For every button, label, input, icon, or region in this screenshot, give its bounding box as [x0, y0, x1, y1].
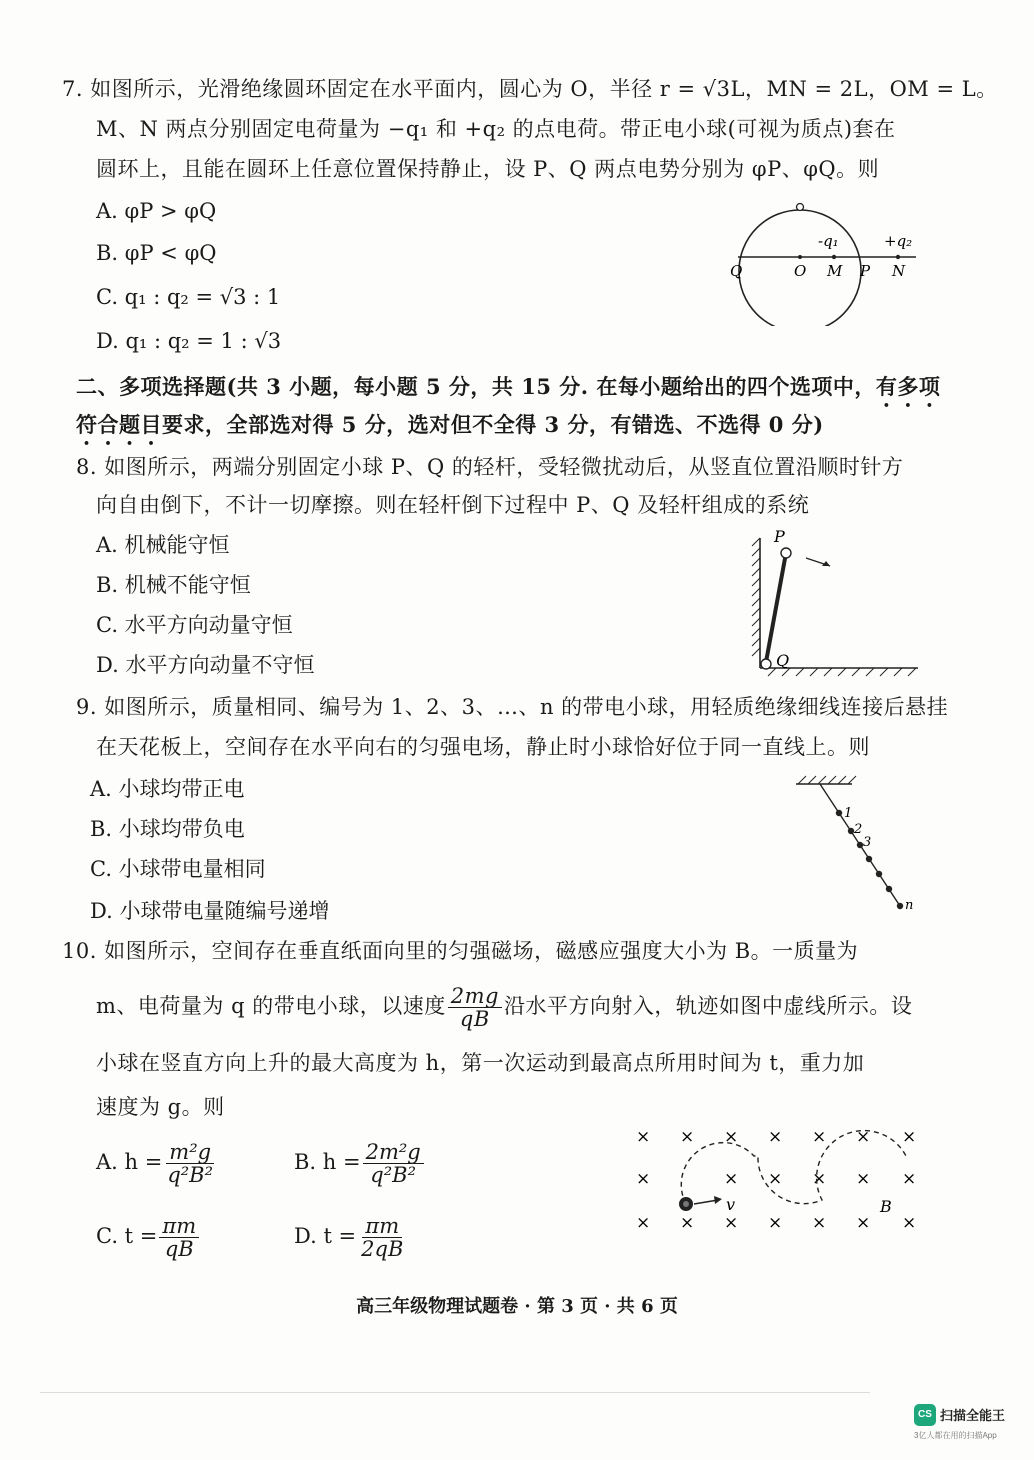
- label-n: n: [905, 898, 914, 913]
- ball-6: [886, 886, 892, 892]
- q9-option-a: A. 小球均带正电: [90, 777, 245, 801]
- label-o: O: [794, 262, 807, 280]
- label-m: M: [827, 262, 843, 280]
- field-cross: ×: [680, 1213, 695, 1233]
- field-cross: ×: [768, 1169, 783, 1189]
- q9-option-b: B. 小球均带负电: [90, 817, 245, 841]
- field-crosses: [636, 1127, 916, 1233]
- floor-hatch: [768, 668, 916, 676]
- field-cross: ×: [812, 1213, 827, 1233]
- footer-divider: [40, 1392, 870, 1393]
- q8-option-b: B. 机械不能守恒: [96, 573, 251, 597]
- field-cross: ×: [902, 1169, 917, 1189]
- q10-option-b-label: B. h =: [294, 1150, 361, 1174]
- q8-rod-figure: [748, 528, 928, 678]
- wall-hatch: [752, 538, 760, 656]
- point-o: [798, 255, 802, 259]
- field-cross: ×: [812, 1127, 827, 1147]
- scanner-watermark: [914, 1404, 1026, 1444]
- q10-option-d: [294, 1208, 408, 1264]
- field-cross: ×: [812, 1169, 827, 1189]
- field-cross: ×: [902, 1127, 917, 1147]
- section2-heading-line-1: [76, 372, 940, 412]
- label-minus-q1: -q₁: [818, 232, 839, 250]
- section2-heading-line-2: [76, 410, 824, 450]
- field-cross: ×: [902, 1213, 917, 1233]
- label-plus-q2: +q₂: [884, 232, 913, 250]
- ball-4: [866, 856, 872, 862]
- scanner-logo-icon: CS: [914, 1404, 936, 1426]
- label-p: P: [860, 262, 871, 280]
- point-m: [832, 255, 836, 259]
- q10-option-c: [96, 1208, 201, 1264]
- field-cross: ×: [724, 1213, 739, 1233]
- q7-option-c: C. q₁ : q₂ = √3 : 1: [96, 285, 281, 309]
- option-a-denominator: q²B²: [167, 1163, 214, 1187]
- q10-option-c-fraction: [159, 1215, 199, 1260]
- field-cross: ×: [636, 1127, 651, 1147]
- label-3: 3: [863, 835, 872, 850]
- q7-stem-line-1: 7. 如图所示，光滑绝缘圆环固定在水平面内，圆心为 O，半径 r = √3L，MN = 2L，OM = L。: [62, 77, 998, 101]
- field-cross: ×: [636, 1213, 651, 1233]
- light-rod: [766, 553, 786, 662]
- scanner-app-name: 扫描全能王: [940, 1408, 1006, 1423]
- field-cross: ×: [856, 1169, 871, 1189]
- field-cross: ×: [856, 1213, 871, 1233]
- q10-stem-line-2a: m、电荷量为 q 的带电小球，以速度: [96, 994, 446, 1018]
- q8-option-d: D. 水平方向动量不守恒: [96, 653, 315, 677]
- option-b-denominator: q²B²: [370, 1163, 417, 1187]
- q7-option-b: B. φP < φQ: [96, 241, 217, 265]
- section2-heading-text-1a: 二、多项选择题(共 3 小题，每小题 5 分，共 15 分. 在每小题给出的四个选项中，: [76, 374, 876, 399]
- ceiling-hatch: [798, 776, 856, 784]
- option-c-numerator: πm: [159, 1215, 199, 1238]
- q10-velocity-fraction: [448, 985, 502, 1030]
- option-d-denominator: 2qB: [361, 1237, 404, 1261]
- small-ball: [797, 204, 804, 211]
- scanner-tagline: 3亿人都在用的扫描App: [914, 1431, 997, 1440]
- q10-stem-line-2: [96, 980, 912, 1032]
- q10-option-a: [96, 1134, 218, 1190]
- q10-option-a-label: A. h =: [96, 1150, 163, 1174]
- section2-heading-text-2b: 要求，全部选对得 5 分，选对但不全得 3 分，有错选、不选得 0 分): [162, 412, 824, 437]
- q9-option-c: C. 小球带电量相同: [90, 857, 266, 881]
- q10-option-d-fraction: [358, 1215, 406, 1260]
- section2-heading-emph-1: 有多项: [875, 374, 941, 399]
- label-v: v: [726, 1195, 736, 1214]
- q7-option-d: D. q₁ : q₂ = 1 : √3: [96, 329, 282, 353]
- q10-option-d-label: D. t =: [294, 1224, 357, 1248]
- q8-stem-line-1: 8. 如图所示，两端分别固定小球 P、Q 的轻杆，受轻微扰动后，从竖直位置沿顺时针方: [76, 455, 904, 479]
- option-d-numerator: πm: [362, 1215, 402, 1238]
- q9-balls-figure: [790, 770, 930, 916]
- field-cross: ×: [768, 1127, 783, 1147]
- q10-stem-line-4: 速度为 g。则: [96, 1095, 225, 1119]
- q10-option-b: [294, 1134, 426, 1190]
- velocity-arrowhead: [714, 1196, 722, 1204]
- point-n: [896, 255, 900, 259]
- field-cross: ×: [680, 1127, 695, 1147]
- trajectory-dashed: [681, 1131, 906, 1204]
- page-footer: 高三年级物理试题卷 · 第 3 页 · 共 6 页: [356, 1296, 678, 1317]
- q7-stem-line-3: 圆环上，且能在圆环上任意位置保持静止，设 P、Q 两点电势分别为 φP、φQ。则: [96, 157, 880, 181]
- field-cross: ×: [636, 1169, 651, 1189]
- q7-stem-line-2: M、N 两点分别固定电荷量为 −q₁ 和 +q₂ 的点电荷。带正电小球(可视为质点)套在: [96, 117, 896, 141]
- field-cross: ×: [724, 1169, 739, 1189]
- label-2: 2: [854, 822, 863, 837]
- velocity-arrow: [694, 1200, 718, 1204]
- label-b: B: [880, 1197, 892, 1216]
- q7-ring-figure: [720, 196, 930, 326]
- q10-magnetic-field-figure: [622, 1120, 932, 1246]
- section2-heading-emph-2: 符合题目: [76, 412, 162, 437]
- label-1: 1: [844, 806, 853, 821]
- q10-option-a-fraction: [164, 1141, 216, 1186]
- q10-option-b-fraction: [363, 1141, 424, 1186]
- ball-5: [876, 871, 882, 877]
- q10-stem-line-1: 10. 如图所示，空间存在垂直纸面向里的匀强磁场，磁感应强度大小为 B。一质量为: [62, 939, 859, 963]
- option-c-denominator: qB: [164, 1237, 194, 1261]
- q7-option-a: A. φP > φQ: [96, 199, 217, 223]
- charged-ball-highlight: [683, 1201, 689, 1207]
- q10-stem-line-3: 小球在竖直方向上升的最大高度为 h，第一次运动到最高点所用时间为 t，重力加: [96, 1051, 865, 1075]
- q9-stem-line-2: 在天花板上，空间存在水平向右的匀强电场，静止时小球恰好位于同一直线上。则: [96, 735, 870, 759]
- label-p: P: [774, 528, 785, 546]
- velocity-denominator: qB: [459, 1007, 490, 1031]
- option-a-numerator: m²g: [166, 1141, 214, 1164]
- label-n: N: [892, 262, 906, 280]
- q8-option-a: A. 机械能守恒: [96, 533, 230, 557]
- label-q: Q: [776, 651, 790, 670]
- ball-q: [761, 659, 771, 669]
- ball-p: [781, 548, 791, 558]
- q8-option-c: C. 水平方向动量守恒: [96, 613, 293, 637]
- label-q: Q: [730, 262, 743, 280]
- ball-n: [897, 903, 903, 909]
- q10-option-c-label: C. t =: [96, 1224, 158, 1248]
- option-b-numerator: 2m²g: [363, 1141, 424, 1164]
- field-cross: ×: [768, 1213, 783, 1233]
- q9-option-d: D. 小球带电量随编号递增: [90, 899, 330, 923]
- q10-stem-line-2b: 沿水平方向射入，轨迹如图中虚线所示。设: [503, 994, 913, 1018]
- field-cross: ×: [724, 1127, 739, 1147]
- field-cross: ×: [856, 1127, 871, 1147]
- q9-stem-line-1: 9. 如图所示，质量相同、编号为 1、2、3、…、n 的带电小球，用轻质绝缘细线连接后悬挂: [76, 695, 949, 719]
- q8-stem-line-2: 向自由倒下，不计一切摩擦。则在轻杆倒下过程中 P、Q 及轻杆组成的系统: [96, 493, 810, 517]
- ball-1: [836, 810, 842, 816]
- velocity-numerator: 2mg: [448, 985, 502, 1008]
